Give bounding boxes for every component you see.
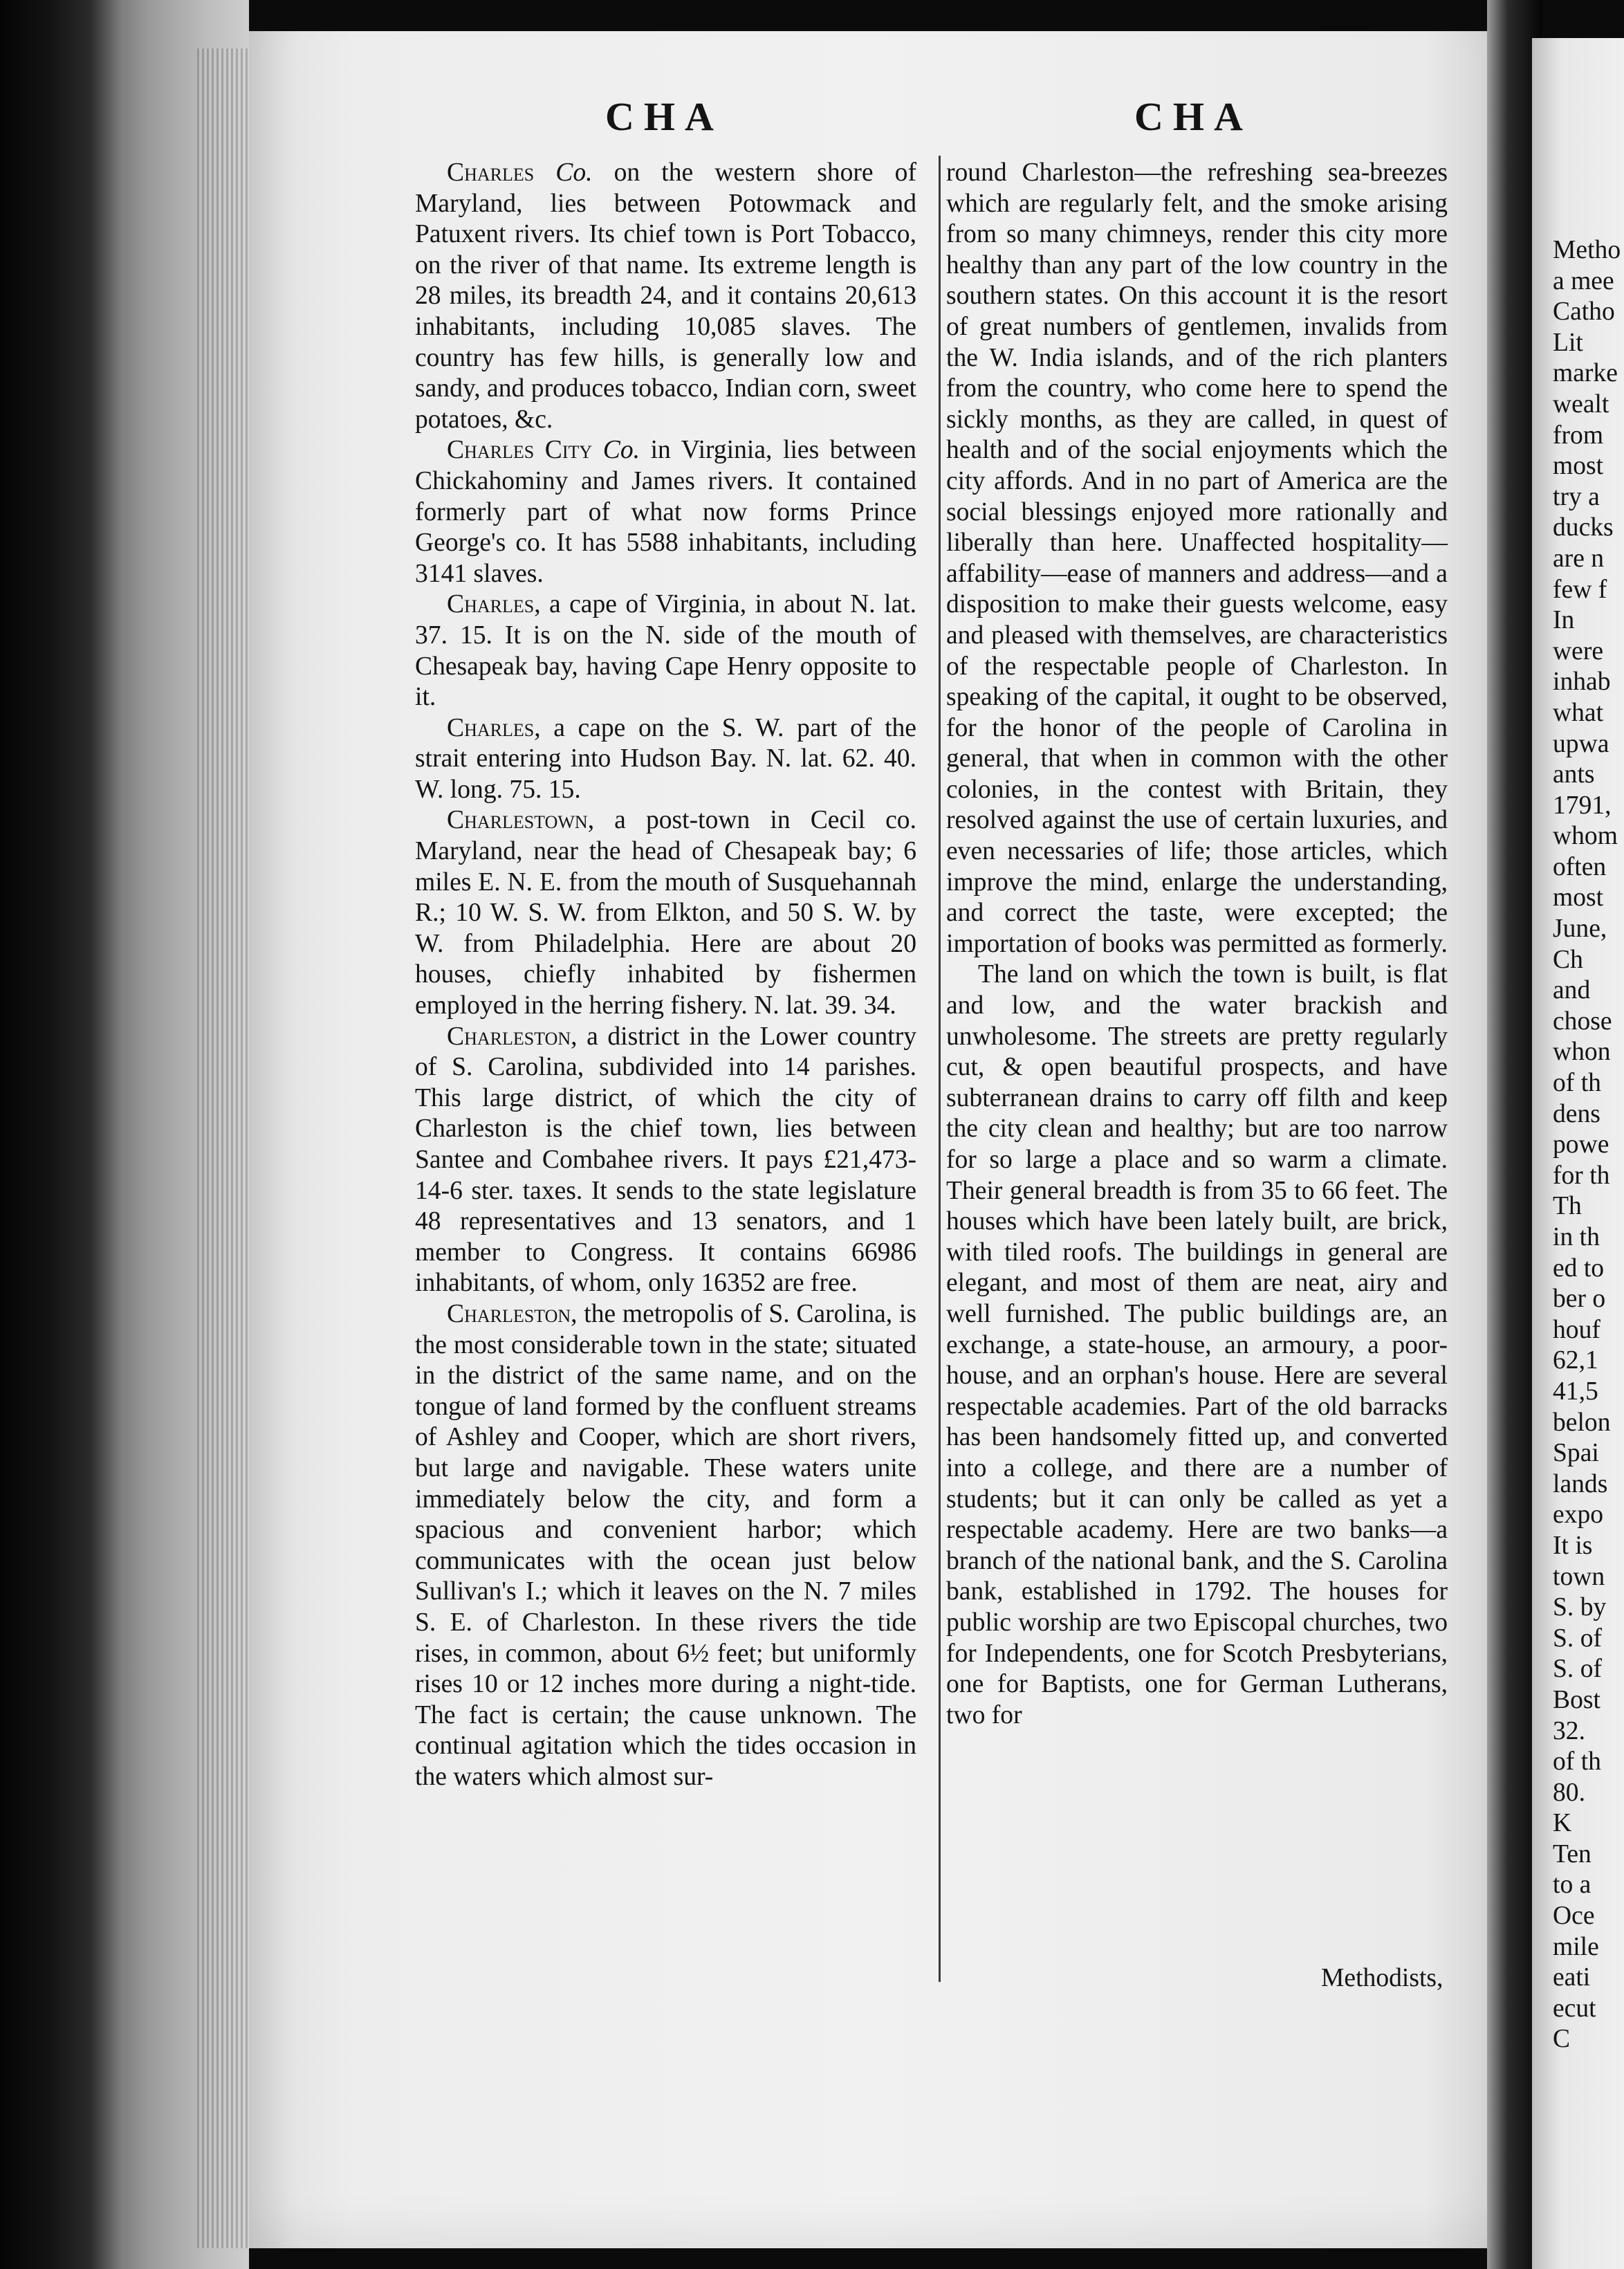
catchword: Methodists, — [1321, 1964, 1443, 1992]
facing-page-line: 1791, — [1553, 791, 1612, 820]
entry-headword: Charles City — [447, 436, 593, 465]
facing-page-line: expo — [1553, 1500, 1604, 1529]
facing-page-line: Ch — [1553, 945, 1583, 974]
facing-page-line: In — [1553, 606, 1575, 635]
entry-text: , the metropolis of S. Carolina, is the most considerable town in the state; situated in the district of the same name, and on the tongue of land formed by the confluent streams of Ashley and Cooper, which are short rivers, but large and navigable. These waters unite immediately below the city, and form a spacious and convenient harbor; which communicates with the ocean just below Sullivan's I.; which it leaves on the N. 7 miles S. E. of Charleston. In these rivers the tide rises, in common, about 6½ feet; but uniformly rises 10 or 12 inches more during a night-tide. The fact is certain; the cause unknown. The continual agitation which the tides occasion in the waters which almost sur- — [415, 1299, 916, 1791]
facing-page-line: Catho — [1553, 297, 1615, 327]
facing-page-line: wealt — [1553, 389, 1609, 419]
paragraph: The land on which the town is built, is flat and low, and the water brackish and unwholesome. The streets are pretty regularly cut, & open beautiful prospects, and have subterranean drains to carry off filth and keep the city clean and healthy; but are too narrow for so large a place and so warm a climate. Their general breadth is from 35 to 66 feet. The houses which have been lately built, are brick, with tiled roofs. The buildings in general are elegant, and most of them are neat, airy and well furnished. The public buildings are, an exchange, a state-house, an armoury, a poor-house, and an orphan's house. Here are several respectable academies. Part of the old barracks has been handsomely fitted up, and converted into a college, and there are a number of students; but it can only be called as yet a respectable academy. Here are two banks—a branch of the national bank, and the S. Carolina bank, established in 1792. The houses for public worship are two Episcopal churches, two for Independents, one for Scotch Presbyterians, one for Baptists, one for German Lutherans, two for — [946, 960, 1448, 1729]
running-head-right: CHA — [1134, 94, 1253, 139]
facing-page-line: of th — [1553, 1069, 1601, 1098]
facing-page-line: few f — [1553, 575, 1607, 604]
facing-page-line: ber o — [1553, 1285, 1606, 1314]
entry-text: , a district in the Lower country of S. Carolina, subdivided into 14 parishes. This large district, of which the city of Charleston is the chief town, lies between Santee and Combahee rivers. It pays £21,473-14-6 ster. taxes. It sends to the state legislature 48 representatives and 13 senators, and 1 member to Congress. It contains 66986 inhabitants, of whom, only 16352 are free. — [415, 1022, 916, 1298]
facing-page-line: 41,5 — [1553, 1377, 1598, 1406]
facing-page-line: S. of — [1553, 1624, 1602, 1653]
facing-page-line: are n — [1553, 544, 1605, 573]
entry-headword: Charlestown — [447, 806, 588, 835]
gazetteer-entry — [415, 158, 916, 435]
facing-page-line: S. of — [1553, 1655, 1602, 1684]
gazetteer-entry — [415, 713, 916, 806]
gazetteer-entry — [415, 1299, 916, 1793]
running-head-left: CHA — [605, 94, 723, 139]
facing-page-line: town — [1553, 1562, 1605, 1591]
facing-page-line: inhab — [1553, 668, 1611, 697]
facing-page-line: and — [1553, 976, 1591, 1005]
facing-page-line: often — [1553, 852, 1607, 881]
facing-page-line: most — [1553, 883, 1604, 912]
facing-page-line: from — [1553, 421, 1604, 450]
facing-page-fragment — [1532, 38, 1624, 2269]
continued-paragraph: round Charleston—the refreshing sea-breezes which are regularly felt, and the smoke arising from so many chimneys, render this city more healthy than any part of the low country in the southern states. On this account it is the resort of great numbers of gentlemen, invalids from the W. India islands, and of the rich planters from the country, who come here to spend the sickly months, as they are called, in quest of health and of the social enjoyments which the city affords. And in no part of America are the social blessings enjoyed more rationally and liberally than here. Unaffected hospitality—affability—ease of manners and address—and a disposition to make their guests welcome, easy and pleased with themselves, are characteristics of the respectable people of Charleston. In speaking of the capital, it ought to be observed, for the honor of the people of Carolina in general, that when in common with the other colonies, in the contest with Britain, they resolved against the use of certain luxuries, and even necessaries of life; those articles, which improve the mind, enlarge the understanding, and correct the taste, were excepted; the importation of books was permitted as formerly. — [946, 158, 1448, 958]
facing-page-line: ants — [1553, 760, 1595, 789]
entry-headword: Charleston — [447, 1022, 571, 1051]
facing-page-line: Lit — [1553, 328, 1583, 357]
facing-page-line: in th — [1553, 1223, 1600, 1251]
facing-page-line: ducks — [1553, 513, 1614, 542]
facing-page-line: for th — [1553, 1161, 1610, 1190]
facing-page-line: belon — [1553, 1408, 1611, 1437]
facing-page-line: Ten — [1553, 1839, 1591, 1868]
facing-page-line: K — [1553, 1809, 1572, 1838]
entry-text: , a post-town in Cecil co. Maryland, near the head of Chesapeak bay; 6 miles E. N. E. from the mouth of Susquehannah R.; 10 W. S. W. from Elkton, and 50 S. W. by W. from Philadelphia. Here are about 20 houses, chiefly inhabited by fishermen employed in the herring fishery. N. lat. 39. 34. — [415, 806, 916, 1020]
right-column — [946, 158, 1448, 1731]
facing-page-line: to a — [1553, 1871, 1591, 1900]
entry-label: Co. — [602, 436, 640, 465]
entry-label: Co. — [555, 158, 593, 187]
column-divider — [939, 156, 941, 1982]
facing-page-line: eati — [1553, 1963, 1591, 1992]
facing-page-line: dens — [1553, 1099, 1600, 1128]
facing-page-line: Metho — [1553, 236, 1621, 264]
facing-page-line: chose — [1553, 1007, 1612, 1036]
facing-page-line: what — [1553, 698, 1604, 727]
facing-page-line: whom — [1553, 822, 1618, 851]
facing-page-line: 62,1 — [1553, 1346, 1598, 1375]
facing-page-line: most — [1553, 452, 1604, 481]
entry-text: , a cape on the S. W. part of the strait entering into Hudson Bay. N. lat. 62. 40. W. long. 75. 15. — [415, 713, 916, 804]
facing-page-line: marke — [1553, 359, 1618, 388]
gazetteer-entry — [415, 435, 916, 589]
facing-page-line: Oce — [1553, 1902, 1595, 1931]
entry-text: , a cape of Virginia, in about N. lat. 37. 15. It is on the N. side of the mouth of Chesapeak bay, having Cape Henry opposite to it. — [415, 590, 916, 712]
gazetteer-entry — [415, 589, 916, 713]
gazetteer-entry — [415, 1022, 916, 1299]
facing-page-line: 80. — [1553, 1778, 1585, 1807]
facing-page-line: June, — [1553, 915, 1607, 944]
facing-page-line: whon — [1553, 1038, 1611, 1067]
entry-headword: Charles — [447, 713, 535, 742]
facing-page-line: ed to — [1553, 1253, 1605, 1283]
facing-page-line: Spai — [1553, 1439, 1599, 1468]
facing-page-line: Bost — [1553, 1685, 1600, 1714]
entry-headword: Charleston — [447, 1299, 571, 1328]
facing-page-line: a mee — [1553, 266, 1614, 295]
facing-page-line: lands — [1553, 1469, 1608, 1498]
gazetteer-entry — [415, 805, 916, 1021]
entry-headword: Charles — [447, 590, 535, 619]
facing-page-line: were — [1553, 636, 1604, 665]
facing-page-line: 32. — [1553, 1716, 1585, 1745]
facing-page-lines — [1553, 235, 1621, 2055]
facing-page-line: ecut — [1553, 1994, 1596, 2023]
entry-text: on the western shore of Maryland, lies between Potowmack and Patuxent rivers. Its chief town is Port Tobacco, on the river of that name. Its extreme length is 28 miles, its breadth 24, and it contains 20,613 inhabitants, including 10,085 slaves. The country has few hills, is generally low and sandy, and produces tobacco, Indian corn, sweet potatoes, &c. — [415, 158, 916, 434]
facing-page-line: try a — [1553, 482, 1600, 511]
facing-page-line: Th — [1553, 1192, 1582, 1221]
facing-page-line: mile — [1553, 1932, 1599, 1961]
left-column — [415, 158, 916, 1792]
facing-page-line: S. by — [1553, 1593, 1607, 1622]
facing-page-line: It is — [1553, 1531, 1593, 1560]
facing-page-line: of th — [1553, 1747, 1601, 1776]
facing-page-line: upwa — [1553, 729, 1609, 758]
facing-page-line: C — [1553, 2025, 1571, 2054]
entry-headword: Charles — [447, 158, 535, 187]
facing-page-line: powe — [1553, 1130, 1609, 1159]
facing-page-line: houf — [1553, 1315, 1600, 1344]
entry-text: in Virginia, lies between Chickahominy and James rivers. It contained formerly part of what now forms Prince George's co. It has 5588 inhabitants, including 3141 slaves. — [415, 436, 916, 588]
